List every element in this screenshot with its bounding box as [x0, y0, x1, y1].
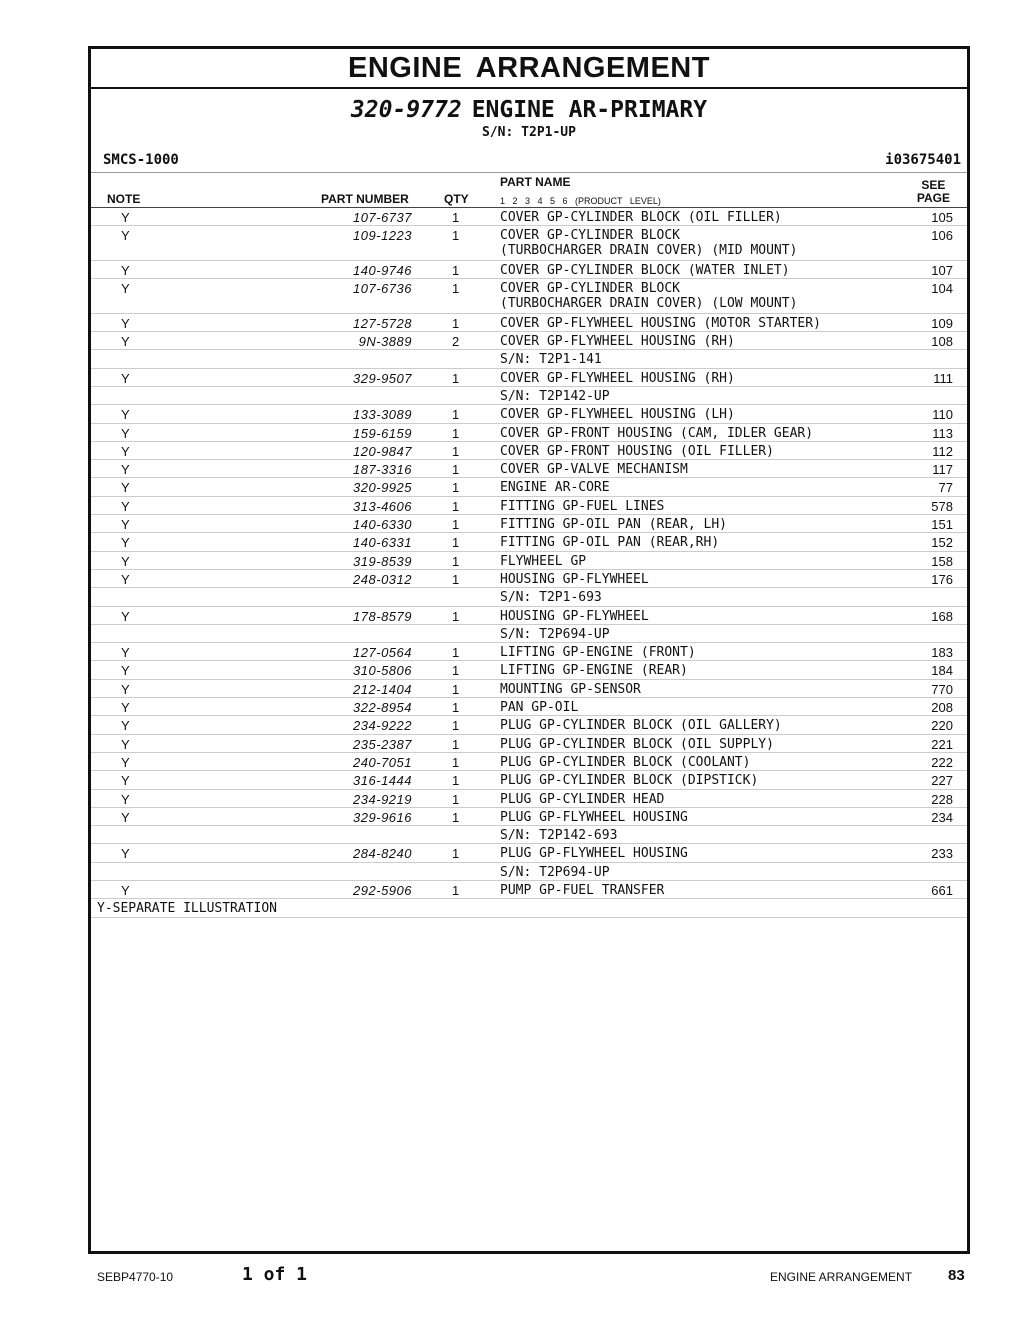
row-see-page: 109: [931, 315, 953, 331]
row-part-name: PLUG GP-FLYWHEEL HOUSING: [500, 809, 688, 825]
row-note: Y: [121, 315, 130, 331]
row-part-name: FITTING GP-FUEL LINES: [500, 498, 665, 514]
page-frame: [88, 46, 970, 1254]
row-qty: 1: [452, 608, 460, 624]
row-part-name: PLUG GP-CYLINDER BLOCK (COOLANT): [500, 754, 751, 770]
row-note: Y: [121, 334, 130, 350]
row-qty: 1: [452, 846, 460, 862]
row-qty: 1: [452, 443, 460, 459]
row-qty: 1: [452, 407, 460, 423]
row-qty: 1: [452, 210, 460, 225]
row-part-name: S/N: T2P694-UP: [500, 864, 610, 880]
row-part-name: COVER GP-FRONT HOUSING (CAM, IDLER GEAR): [500, 425, 814, 441]
row-note: Y: [121, 754, 130, 770]
row-qty: 1: [452, 773, 460, 789]
page-title: ENGINE ARRANGEMENT: [348, 52, 710, 84]
table-row: [91, 369, 967, 387]
row-part-number: 284-8240: [353, 846, 412, 862]
row-part-name: MOUNTING GP-SENSOR: [500, 681, 641, 697]
row-part-name: PUMP GP-FUEL TRANSFER: [500, 882, 665, 898]
row-part-number: 322-8954: [353, 700, 412, 716]
row-note: Y: [121, 718, 130, 734]
row-qty: 1: [452, 262, 460, 278]
column-header-part-number: PART NUMBER: [321, 192, 409, 206]
table-row: [91, 863, 967, 881]
row-see-page: 184: [931, 663, 953, 679]
row-see-page: 168: [931, 608, 953, 624]
row-note: Y: [121, 882, 130, 898]
row-note: Y: [121, 846, 130, 862]
table-row: [91, 771, 967, 789]
row-qty: 1: [452, 281, 460, 297]
table-row: [91, 716, 967, 734]
row-part-name: COVER GP-FLYWHEEL HOUSING (RH): [500, 334, 735, 350]
table-row: [91, 625, 967, 643]
row-see-page: 106: [931, 228, 953, 244]
table-row: [91, 387, 967, 405]
row-note: Y: [121, 210, 130, 225]
row-qty: 1: [452, 571, 460, 587]
row-note: Y: [121, 370, 130, 386]
table-row: [91, 460, 967, 478]
row-part-number: 9N-3889: [358, 334, 412, 350]
row-part-name: S/N: T2P142-UP: [500, 388, 610, 404]
row-part-name: COVER GP-FLYWHEEL HOUSING (LH): [500, 407, 735, 423]
footer-section: ENGINE ARRANGEMENT: [770, 1270, 913, 1284]
table-row: [91, 279, 967, 314]
row-part-name: ENGINE AR-CORE: [500, 480, 610, 496]
column-header-see-page: [917, 179, 950, 205]
row-part-name: COVER GP-CYLINDER BLOCK (WATER INLET): [500, 262, 790, 278]
row-part-number: 107-6736: [353, 281, 412, 297]
row-part-number: 329-9616: [353, 809, 412, 825]
row-see-page: 158: [931, 553, 953, 569]
row-see-page: 233: [931, 846, 953, 862]
table-row: [91, 552, 967, 570]
row-part-number: 140-6331: [353, 535, 412, 551]
row-note: Y: [121, 228, 130, 244]
row-see-page: 110: [932, 407, 953, 423]
row-part-name: COVER GP-CYLINDER BLOCK (TURBOCHARGER DRAIN COVER) (LOW MOUNT): [500, 281, 798, 312]
row-part-name: HOUSING GP-FLYWHEEL: [500, 571, 649, 587]
row-note: Y: [121, 517, 130, 533]
column-header-qty: QTY: [444, 192, 469, 206]
row-see-page: 152: [931, 535, 953, 551]
row-qty: 1: [452, 553, 460, 569]
table-row: [91, 753, 967, 771]
row-part-number: 140-6330: [353, 517, 412, 533]
footer-doc-id: SEBP4770-10: [97, 1270, 174, 1284]
row-see-page: 111: [933, 370, 953, 386]
table-row: [91, 698, 967, 716]
row-qty: 1: [452, 498, 460, 514]
table-row: [91, 881, 967, 899]
row-note: Y: [121, 809, 130, 825]
row-see-page: 222: [931, 754, 953, 770]
assembly-serial: S/N: T2P1-UP: [482, 125, 576, 140]
row-see-page: 104: [931, 281, 953, 297]
row-qty: 1: [452, 718, 460, 734]
row-part-name: PLUG GP-CYLINDER BLOCK (OIL SUPPLY): [500, 736, 774, 752]
see-label: SEE: [921, 178, 946, 192]
illustration-id: i03675401: [885, 152, 961, 168]
row-qty: 1: [452, 535, 460, 551]
row-part-number: 140-9746: [353, 262, 412, 278]
row-qty: 1: [452, 663, 460, 679]
row-part-name: LIFTING GP-ENGINE (FRONT): [500, 645, 696, 661]
row-part-number: 127-5728: [353, 315, 412, 331]
row-qty: 1: [452, 736, 460, 752]
row-note: Y: [121, 681, 130, 697]
row-note: Y: [121, 773, 130, 789]
row-qty: 2: [452, 334, 460, 350]
row-note: Y: [121, 736, 130, 752]
table-row: [91, 208, 967, 226]
page-label: PAGE: [916, 191, 950, 205]
table-row: [91, 261, 967, 279]
row-part-name: S/N: T2P694-UP: [500, 626, 610, 642]
row-see-page: 578: [931, 498, 953, 514]
assembly-part-number: 320-9772: [350, 97, 462, 123]
row-part-number: 109-1223: [353, 228, 412, 244]
assembly-heading: [91, 97, 967, 123]
row-qty: 1: [452, 809, 460, 825]
table-row: [91, 607, 967, 625]
row-see-page: 117: [932, 462, 953, 478]
row-part-number: 212-1404: [353, 681, 412, 697]
table-row: [91, 442, 967, 460]
row-qty: 1: [452, 425, 460, 441]
row-part-name: COVER GP-FRONT HOUSING (OIL FILLER): [500, 443, 774, 459]
row-qty: 1: [452, 645, 460, 661]
row-see-page: 105: [931, 210, 953, 225]
table-row: [91, 478, 967, 496]
row-note: Y: [121, 608, 130, 624]
table-row: [91, 226, 967, 261]
row-see-page: 234: [931, 809, 953, 825]
table-row: [91, 314, 967, 332]
row-part-name: PLUG GP-CYLINDER BLOCK (DIPSTICK): [500, 773, 759, 789]
row-part-name: S/N: T2P1-693: [500, 590, 602, 606]
table-row: [91, 735, 967, 753]
row-see-page: 113: [932, 425, 953, 441]
column-header-note: NOTE: [107, 192, 141, 206]
row-part-name: S/N: T2P1-141: [500, 352, 602, 368]
row-part-number: 187-3316: [353, 462, 412, 478]
table-row: [91, 661, 967, 679]
row-qty: 1: [452, 681, 460, 697]
row-see-page: 661: [931, 882, 953, 898]
row-see-page: 112: [932, 443, 953, 459]
row-note: Y: [121, 443, 130, 459]
row-part-name: PAN GP-OIL: [500, 700, 579, 716]
row-part-number: 107-6737: [353, 210, 412, 225]
row-qty: 1: [452, 754, 460, 770]
row-qty: 1: [452, 370, 460, 386]
row-qty: 1: [452, 700, 460, 716]
row-see-page: 107: [931, 262, 953, 278]
row-note: Y: [121, 553, 130, 569]
row-see-page: 227: [931, 773, 953, 789]
table-header: [91, 172, 967, 208]
table-row: [91, 643, 967, 661]
row-note: Y: [121, 663, 130, 679]
smcs-code: SMCS-1000: [103, 152, 179, 168]
row-part-number: 329-9507: [353, 370, 412, 386]
row-part-number: 240-7051: [353, 754, 412, 770]
row-part-number: 133-3089: [353, 407, 412, 423]
row-note: Y: [121, 425, 130, 441]
row-part-number: 120-9847: [353, 443, 412, 459]
row-part-name: HOUSING GP-FLYWHEEL: [500, 608, 649, 624]
row-part-number: 234-9222: [353, 718, 412, 734]
row-note: Y: [121, 645, 130, 661]
row-qty: 1: [452, 517, 460, 533]
table-row: [91, 533, 967, 551]
row-part-number: 319-8539: [353, 553, 412, 569]
row-see-page: 208: [931, 700, 953, 716]
row-part-number: 313-4606: [353, 498, 412, 514]
footer-page-of: 1 of 1: [242, 1264, 308, 1285]
row-note: Y: [121, 498, 130, 514]
row-qty: 1: [452, 791, 460, 807]
row-part-name: FLYWHEEL GP: [500, 553, 587, 569]
row-part-name: COVER GP-FLYWHEEL HOUSING (RH): [500, 370, 735, 386]
table-row: [91, 790, 967, 808]
row-see-page: 220: [931, 718, 953, 734]
footer-page-number: 83: [948, 1267, 965, 1284]
table-row: [91, 497, 967, 515]
row-part-name: PLUG GP-FLYWHEEL HOUSING: [500, 846, 688, 862]
row-part-name: S/N: T2P142-693: [500, 828, 618, 844]
title-bar: [91, 49, 967, 89]
row-part-name: PLUG GP-CYLINDER HEAD: [500, 791, 665, 807]
row-part-name: COVER GP-CYLINDER BLOCK (OIL FILLER): [500, 210, 782, 225]
row-note: Y: [121, 791, 130, 807]
table-row: [91, 808, 967, 826]
row-qty: 1: [452, 462, 460, 478]
row-part-number: 316-1444: [353, 773, 412, 789]
row-note: Y: [121, 535, 130, 551]
row-see-page: 183: [931, 645, 953, 661]
row-part-number: 248-0312: [353, 571, 412, 587]
row-part-number: 292-5906: [353, 882, 412, 898]
row-qty: 1: [452, 315, 460, 331]
table-row: [91, 844, 967, 862]
row-part-number: 234-9219: [353, 791, 412, 807]
row-part-number: 127-0564: [353, 645, 412, 661]
row-see-page: 151: [931, 517, 953, 533]
row-note: Y: [121, 571, 130, 587]
row-part-name: LIFTING GP-ENGINE (REAR): [500, 663, 688, 679]
column-header-product-levels: 1 2 3 4 5 6 (PRODUCT LEVEL): [500, 196, 661, 206]
row-note: Y: [121, 480, 130, 496]
row-part-number: 310-5806: [353, 663, 412, 679]
table-row: [91, 424, 967, 442]
row-see-page: 770: [931, 681, 953, 697]
code-row: [91, 152, 967, 172]
row-see-page: 176: [931, 571, 953, 587]
assembly-part-name: ENGINE AR-PRIMARY: [471, 97, 708, 123]
row-note: Y: [121, 262, 130, 278]
row-see-page: 228: [931, 791, 953, 807]
row-part-number: 235-2387: [353, 736, 412, 752]
row-part-name: COVER GP-VALVE MECHANISM: [500, 462, 688, 478]
row-part-name: PLUG GP-CYLINDER BLOCK (OIL GALLERY): [500, 718, 782, 734]
row-note: Y: [121, 407, 130, 423]
row-see-page: 77: [938, 480, 953, 496]
row-part-name: FITTING GP-OIL PAN (REAR, LH): [500, 517, 727, 533]
table-row: [91, 332, 967, 350]
row-note: Y: [121, 700, 130, 716]
row-see-page: 221: [931, 736, 953, 752]
row-note: Y: [121, 462, 130, 478]
legend-row: [91, 899, 967, 918]
legend-text: Y-SEPARATE ILLUSTRATION: [97, 901, 278, 917]
table-row: [91, 350, 967, 368]
row-part-name: COVER GP-CYLINDER BLOCK (TURBOCHARGER DRAIN COVER) (MID MOUNT): [500, 228, 798, 259]
table-row: [91, 588, 967, 606]
row-see-page: 108: [931, 334, 953, 350]
column-header-part-name: PART NAME: [500, 175, 571, 189]
row-part-number: 159-6159: [353, 425, 412, 441]
row-qty: 1: [452, 882, 460, 898]
row-note: Y: [121, 281, 130, 297]
row-part-number: 178-8579: [353, 608, 412, 624]
row-part-name: COVER GP-FLYWHEEL HOUSING (MOTOR STARTER): [500, 315, 821, 331]
row-part-name: FITTING GP-OIL PAN (REAR,RH): [500, 535, 720, 551]
table-row: [91, 570, 967, 588]
table-row: [91, 405, 967, 423]
row-qty: 1: [452, 228, 460, 244]
table-row: [91, 826, 967, 844]
parts-table-body: [91, 208, 967, 899]
row-part-number: 320-9925: [353, 480, 412, 496]
page-footer: [0, 1262, 1020, 1292]
table-row: [91, 515, 967, 533]
row-qty: 1: [452, 480, 460, 496]
table-row: [91, 680, 967, 698]
